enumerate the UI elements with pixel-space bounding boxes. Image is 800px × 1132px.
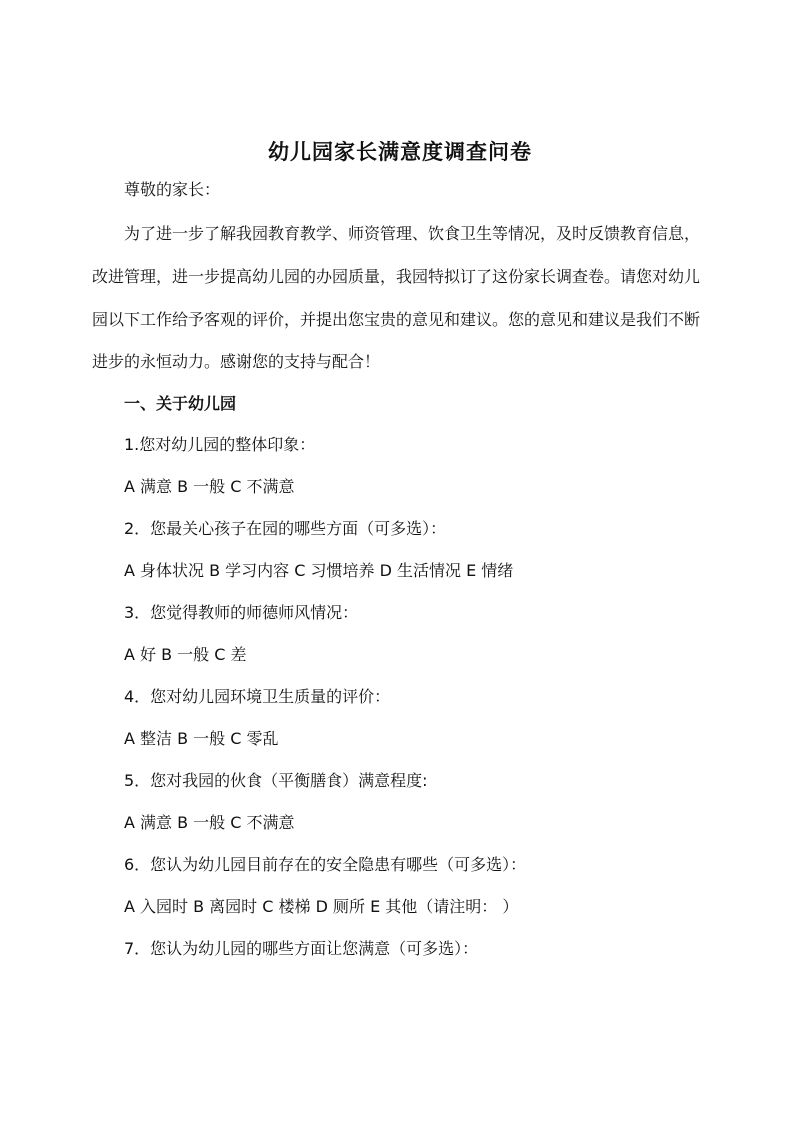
- section-heading-kindergarten: 一、关于幼儿园: [124, 394, 237, 413]
- question-1-options: A 满意 B 一般 C 不满意: [124, 477, 295, 496]
- question-3: 3．您觉得教师的师德师风情况：: [124, 603, 359, 622]
- question-4-options: A 整洁 B 一般 C 零乱: [124, 729, 279, 748]
- intro-line-4: 进步的永恒动力。感谢您的支持与配合！: [92, 352, 381, 371]
- question-6-options: A 入园时 B 离园时 C 楼梯 D 厕所 E 其他（请注明： ）: [124, 897, 519, 916]
- question-3-options: A 好 B 一般 C 差: [124, 645, 247, 664]
- intro-line-2: 改进管理，进一步提高幼儿园的办园质量，我园特拟订了这份家长调查卷。请您对幼儿: [92, 267, 701, 286]
- question-5: 5．您对我园的伙食（平衡膳食）满意程度:: [124, 771, 428, 790]
- question-7: 7．您认为幼儿园的哪些方面让您满意（可多选）：: [124, 939, 479, 958]
- question-6: 6．您认为幼儿园目前存在的安全隐患有哪些（可多选）：: [124, 855, 527, 874]
- question-4: 4．您对幼儿园环境卫生质量的评价：: [124, 687, 391, 706]
- question-5-options: A 满意 B 一般 C 不满意: [124, 813, 295, 832]
- question-1: 1.您对幼儿园的整体印象：: [124, 435, 316, 454]
- intro-line-3: 园以下工作给予客观的评价，并提出您宝贵的意见和建议。您的意见和建议是我们不断: [92, 310, 701, 329]
- question-2: 2．您最关心孩子在园的哪些方面（可多选）：: [124, 519, 447, 538]
- intro-line-1: 为了进一步了解我园教育教学、师资管理、饮食卫生等情况，及时反馈教育信息，: [124, 224, 701, 243]
- salutation: 尊敬的家长：: [124, 180, 221, 199]
- question-2-options: A 身体状况 B 学习内容 C 习惯培养 D 生活情况 E 情绪: [124, 561, 514, 580]
- document-title: 幼儿园家长满意度调查问卷: [268, 140, 532, 164]
